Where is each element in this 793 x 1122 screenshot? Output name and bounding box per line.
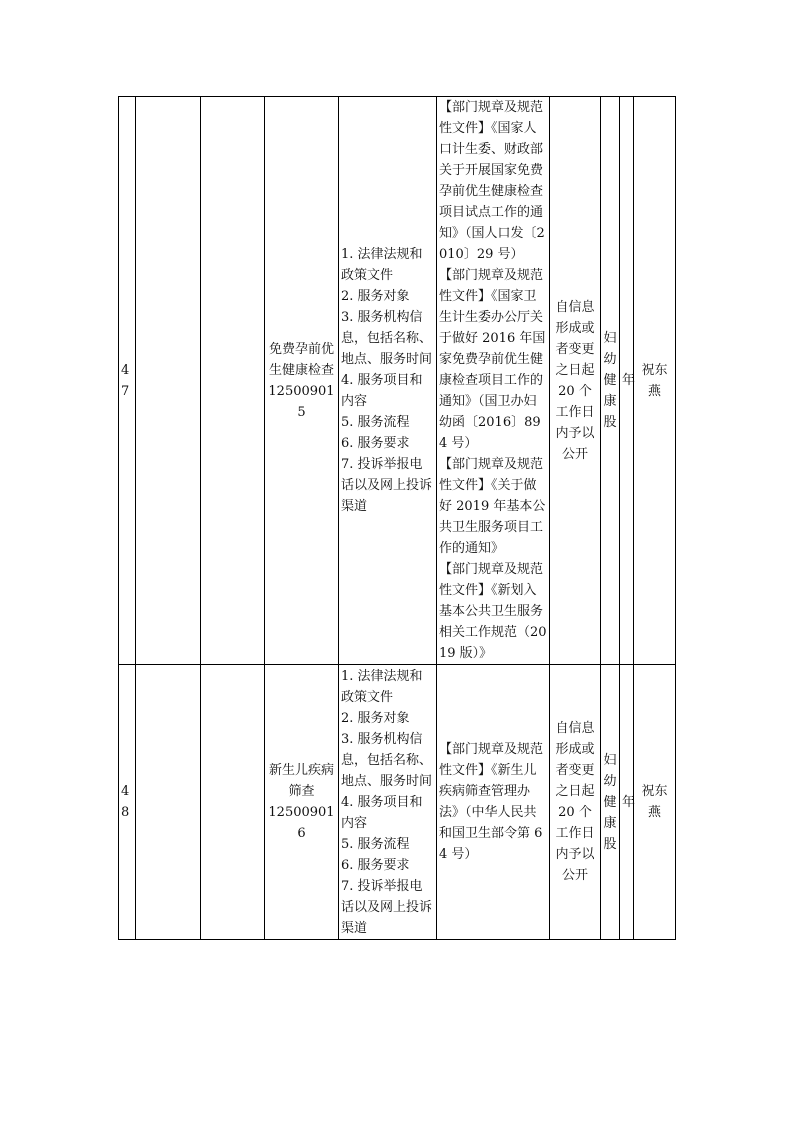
basis-entry: 【部门规章及规范性文件】《关于做好 2019 年基本公共卫生服务项目工作的通知》 bbox=[439, 457, 546, 556]
table-row bbox=[119, 665, 676, 940]
item-code: 125009015 bbox=[268, 383, 335, 420]
content-line: 3. 服务机构信息，包括名称、地点、服务时间 bbox=[341, 731, 433, 789]
content-line: 6. 服务要求 bbox=[341, 857, 410, 873]
basis-cell bbox=[437, 665, 550, 940]
empty-cell bbox=[201, 97, 265, 665]
item-name-cell bbox=[265, 665, 339, 940]
basis-entry: 【部门规章及规范性文件】《新生儿疾病筛查管理办法》（中华人民共和国卫生部令第 64 号） bbox=[439, 742, 544, 862]
content-line: 5. 服务流程 bbox=[341, 836, 410, 852]
item-name: 新生儿疾病筛查 bbox=[268, 763, 334, 799]
content-cell bbox=[339, 665, 437, 940]
content-line: 1. 法律法规和政策文件 bbox=[341, 668, 423, 705]
content-line: 7. 投诉举报电话以及网上投诉渠道 bbox=[341, 457, 433, 514]
content-line: 4. 服务项目和内容 bbox=[341, 373, 423, 409]
empty-cell bbox=[136, 97, 201, 665]
table-row bbox=[119, 97, 676, 665]
department: 妇幼健康股 bbox=[603, 331, 617, 430]
time-limit-cell bbox=[550, 665, 601, 940]
department-cell bbox=[601, 97, 620, 665]
contact-cell bbox=[634, 665, 676, 940]
basis-entry: 【部门规章及规范性文件】《国家卫生计生委办公厅关于做好 2016 年国家免费孕前优生健康检查项目工作的通知》（国卫办妇幼函〔2016〕894 号） bbox=[439, 268, 546, 451]
content-line: 4. 服务项目和内容 bbox=[341, 794, 423, 831]
row-number: 48 bbox=[119, 665, 136, 940]
content-line: 6. 服务要求 bbox=[341, 436, 410, 451]
time-limit-cell bbox=[550, 97, 601, 665]
content-line: 5. 服务流程 bbox=[341, 415, 410, 430]
contact: 祝东燕 bbox=[641, 784, 668, 820]
department-cell bbox=[601, 665, 620, 940]
item-code: 125009016 bbox=[268, 805, 335, 841]
cycle-cell bbox=[620, 665, 634, 940]
content-line: 1. 法律法规和政策文件 bbox=[341, 247, 423, 283]
content-line: 2. 服务对象 bbox=[341, 289, 410, 304]
empty-cell bbox=[136, 665, 201, 940]
basis-entry: 【部门规章及规范性文件】《国家人口计生委、财政部关于开展国家免费孕前优生健康检查项目试点工作的通知》（国人口发〔2010〕29 号） bbox=[439, 100, 545, 262]
empty-cell bbox=[201, 665, 265, 940]
cycle: 年 bbox=[622, 794, 636, 810]
time-limit: 自信息形成或者变更之日起 20 个工作日内予以公开 bbox=[555, 721, 595, 883]
time-limit: 自信息形成或者变更之日起 20 个工作日内予以公开 bbox=[555, 299, 595, 462]
cycle: 年 bbox=[622, 373, 636, 388]
cycle-cell bbox=[620, 97, 634, 665]
basis-cell bbox=[437, 97, 550, 665]
department: 妇幼健康股 bbox=[603, 752, 617, 852]
basis-entry: 【部门规章及规范性文件】《新划入基本公共卫生服务相关工作规范（2019 版）》 bbox=[439, 562, 547, 661]
content-line: 3. 服务机构信息，包括名称、地点、服务时间 bbox=[341, 310, 433, 367]
item-name-cell bbox=[265, 97, 339, 665]
content-line: 7. 投诉举报电话以及网上投诉渠道 bbox=[341, 878, 433, 936]
contact-cell bbox=[634, 97, 676, 665]
contact: 祝东燕 bbox=[641, 362, 668, 399]
content-line: 2. 服务对象 bbox=[341, 710, 410, 726]
row-number: 47 bbox=[119, 97, 136, 665]
content-cell bbox=[339, 97, 437, 665]
item-name: 免费孕前优生健康检查 bbox=[268, 341, 334, 378]
disclosure-table bbox=[118, 96, 676, 940]
